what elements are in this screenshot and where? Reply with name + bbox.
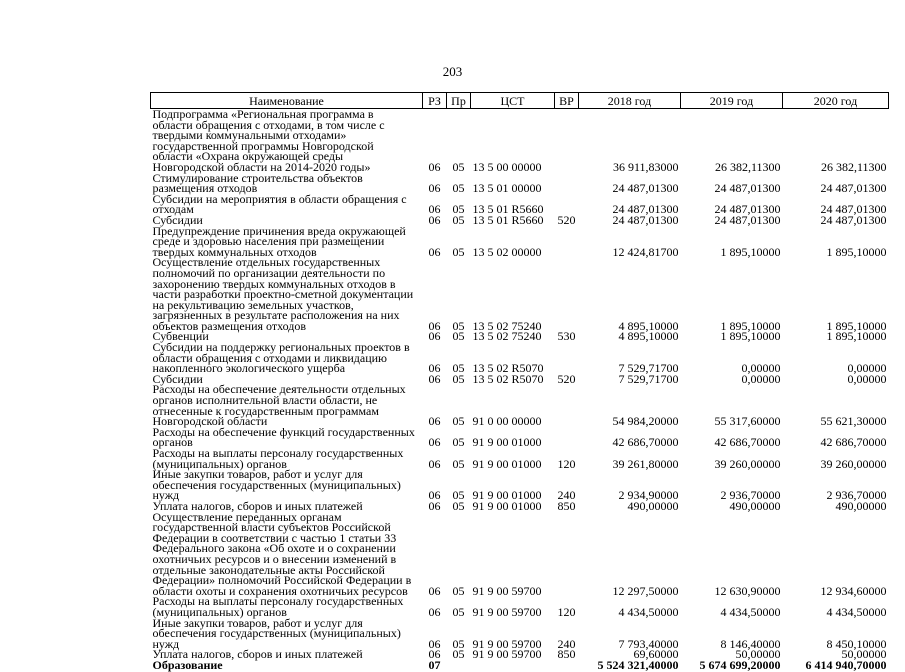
cell-2020: 2 936,70000 — [826, 488, 887, 503]
cell-vr: 120 — [557, 604, 576, 619]
cell-2019: 12 630,90000 — [714, 583, 781, 598]
cell-pr: 05 — [452, 361, 465, 376]
cell-name: Субвенции — [152, 329, 209, 344]
cell-name: Расходы на обеспечение функций государственных органов — [152, 424, 415, 450]
cell-2020: 8 450,10000 — [826, 636, 887, 651]
cell-cst: 13 5 02 75240 — [472, 329, 542, 344]
cell-rz: 06 — [428, 329, 441, 344]
cell-rz: 06 — [428, 604, 441, 619]
cell-pr: 05 — [452, 414, 465, 429]
cell-vr: 520 — [557, 371, 576, 386]
cell-pr: 05 — [452, 159, 465, 174]
cell-vr: 240 — [557, 636, 576, 651]
cell-2020: 1 895,10000 — [826, 244, 887, 259]
table-row — [151, 173, 889, 194]
table-row — [151, 427, 889, 448]
cell-pr: 05 — [452, 456, 465, 471]
cell-rz: 06 — [428, 456, 441, 471]
cell-vr: 850 — [557, 498, 576, 513]
cell-2020: 24 487,01300 — [820, 212, 887, 227]
cell-cst: 13 5 02 R5070 — [472, 371, 544, 386]
cell-2020: 24 487,01300 — [820, 181, 887, 196]
cell-2019: 1 895,10000 — [720, 244, 781, 259]
cell-2018: 2 934,90000 — [618, 488, 679, 503]
cell-pr: 05 — [452, 498, 465, 513]
cell-pr: 05 — [452, 318, 465, 333]
cell-pr: 05 — [452, 244, 465, 259]
table-row — [151, 469, 889, 501]
cell-2019: 2 936,70000 — [720, 488, 781, 503]
cell-vr — [555, 512, 579, 597]
cell-rz: 06 — [428, 181, 441, 196]
table-row — [151, 384, 889, 426]
cell-name: Субсидии на поддержку региональных проектов в области обращения с отходами и ликвидацию накопленного экологического ущерба — [152, 340, 410, 376]
cell-2020: 50,00000 — [841, 647, 887, 662]
cell-2018: 4 895,10000 — [618, 318, 679, 333]
cell-name: Осуществление отдельных государственных полномочий по организации деятельности по захоронению твердых коммунальных отходов в части разработки проектно-сметной документации на рекультивацию земельных участков, загрязненных в результате расположения на них объектов размещения отходов — [152, 255, 414, 333]
cell-pr: 05 — [452, 583, 465, 598]
cell-name: Субсидии — [152, 212, 203, 227]
cell-2020: 26 382,11300 — [820, 159, 887, 174]
cell-2018: 24 487,01300 — [612, 212, 679, 227]
cell-pr: 05 — [452, 604, 465, 619]
budget-table — [150, 92, 889, 670]
table-row — [151, 257, 889, 331]
cell-rz: 06 — [428, 361, 441, 376]
cell-cst: 13 5 02 00000 — [472, 244, 542, 259]
cell-2019: 4 434,50000 — [720, 604, 781, 619]
cell-pr: 05 — [452, 488, 465, 503]
cell-pr: 05 — [452, 435, 465, 450]
cell-vr — [555, 173, 579, 194]
table-row — [151, 512, 889, 597]
cell-2020: 4 434,50000 — [826, 604, 887, 619]
cell-cst: 91 9 00 59700 — [472, 636, 542, 651]
cell-cst: 91 9 00 59700 — [472, 647, 542, 662]
cell-vr: 120 — [557, 456, 576, 471]
cell-cst: 13 5 01 R5660 — [472, 202, 544, 217]
header-2019: 2019 год — [681, 93, 783, 109]
cell-2019: 50,00000 — [735, 647, 781, 662]
cell-rz: 07 — [428, 657, 441, 672]
cell-vr — [555, 226, 579, 258]
cell-name: Расходы на выплаты персоналу государственных (муниципальных) органов — [152, 446, 404, 471]
cell-rz: 06 — [428, 647, 441, 662]
cell-vr — [555, 342, 579, 374]
cell-2020: 0,00000 — [847, 361, 887, 376]
table-row — [151, 596, 889, 617]
cell-2019: 0,00000 — [741, 361, 781, 376]
cell-cst: 91 9 00 01000 — [472, 488, 542, 503]
cell-pr: 05 — [452, 181, 465, 196]
cell-pr: 05 — [452, 647, 465, 662]
cell-vr: 520 — [557, 212, 576, 227]
cell-2019: 1 895,10000 — [720, 329, 781, 344]
cell-name: Иные закупки товаров, работ и услуг для обеспечения государственных (муниципальных) нужд — [152, 615, 401, 651]
header-2018: 2018 год — [579, 93, 681, 109]
cell-cst: 13 5 02 75240 — [472, 318, 542, 333]
cell-vr: 850 — [557, 647, 576, 662]
cell-cst: 91 0 00 00000 — [472, 414, 542, 429]
cell-2018: 490,00000 — [627, 498, 679, 513]
header-2020: 2020 год — [783, 93, 889, 109]
cell-2018: 4 434,50000 — [618, 604, 679, 619]
cell-vr — [555, 257, 579, 331]
header-pr: Пр — [447, 93, 471, 109]
header-vr: ВР — [555, 93, 579, 109]
cell-vr: 530 — [557, 329, 576, 344]
cell-vr — [555, 384, 579, 426]
cell-pr: 05 — [452, 202, 465, 217]
cell-2019: 55 317,60000 — [714, 414, 781, 429]
cell-name: Образование — [152, 657, 223, 672]
cell-rz: 06 — [428, 318, 441, 333]
cell-2020: 39 260,00000 — [820, 456, 887, 471]
cell-2018: 24 487,01300 — [612, 181, 679, 196]
cell-cst: 91 9 00 59700 — [472, 604, 542, 619]
table-row — [151, 109, 889, 173]
cell-rz: 06 — [428, 414, 441, 429]
cell-2018: 39 261,80000 — [612, 456, 679, 471]
cell-2018: 54 984,20000 — [612, 414, 679, 429]
cell-name: Предупреждение причинения вреда окружающей среде и здоровью населения при размещении твердых коммунальных отходов — [152, 223, 406, 259]
cell-rz: 06 — [428, 583, 441, 598]
cell-name: Осуществление переданных органам государственной власти субъектов Российской Федерации в соответствии с частью 1 статьи 33 Федерального закона «Об охоте и о сохранении охотничьих ресурсов и о внесении изменений в отдельные законодательные акты Российской Федерации» полномочий Российской Федерации в области охоты и сохранения охотничьих ресурсов — [152, 509, 412, 598]
cell-2020: 1 895,10000 — [826, 318, 887, 333]
cell-vr — [555, 194, 579, 215]
cell-name: Уплата налогов, сборов и иных платежей — [152, 498, 363, 513]
cell-2018: 12 424,81700 — [612, 244, 679, 259]
cell-cst: 13 5 00 00000 — [472, 159, 542, 174]
cell-2018: 7 793,40000 — [618, 636, 679, 651]
table-body — [151, 109, 889, 671]
cell-2019: 5 674 699,20000 — [699, 657, 781, 672]
cell-2019: 1 895,10000 — [720, 318, 781, 333]
cell-cst: 91 9 00 59700 — [472, 583, 542, 598]
table-row — [151, 618, 889, 650]
cell-cst: 13 5 01 R5660 — [472, 212, 544, 227]
cell-cst: 91 9 00 01000 — [472, 456, 542, 471]
header-rz: РЗ — [423, 93, 447, 109]
header-cst: ЦСТ — [471, 93, 555, 109]
table-row — [151, 649, 889, 660]
cell-rz: 06 — [428, 498, 441, 513]
cell-2018: 36 911,83000 — [612, 159, 679, 174]
cell-2019: 24 487,01300 — [714, 202, 781, 217]
cell-2019: 24 487,01300 — [714, 212, 781, 227]
cell-name: Расходы на обеспечение деятельности отдельных органов исполнительной власти области, не отнесенные к государственным программам Новгородской области — [152, 382, 406, 429]
cell-name: Субсидии на мероприятия в области обращения с отходам — [152, 191, 407, 217]
cell-name: Стимулирование строительства объектов размещения отходов — [152, 170, 363, 196]
cell-name: Подпрограмма «Региональная программа в области обращения с отходами, в том числе с твердыми коммунальными отходами» государственной программы Новгородской области «Охрана окружающей среды Новгородской области на 2014-2020 годы» — [152, 107, 385, 174]
table-row — [151, 194, 889, 215]
cell-cst — [471, 660, 555, 671]
cell-2020: 0,00000 — [847, 371, 887, 386]
header-name: Наименование — [151, 93, 423, 109]
cell-name: Иные закупки товаров, работ и услуг для обеспечения государственных (муниципальных) нужд — [152, 467, 401, 503]
cell-2018: 42 686,70000 — [612, 435, 679, 450]
cell-pr: 05 — [452, 636, 465, 651]
cell-pr: 05 — [452, 212, 465, 227]
table-row — [151, 226, 889, 258]
cell-rz: 06 — [428, 435, 441, 450]
cell-vr: 240 — [557, 488, 576, 503]
cell-rz: 06 — [428, 244, 441, 259]
cell-2019: 490,00000 — [729, 498, 781, 513]
cell-2019: 26 382,11300 — [714, 159, 781, 174]
cell-name: Субсидии — [152, 371, 203, 386]
cell-2020: 42 686,70000 — [820, 435, 887, 450]
cell-rz: 06 — [428, 159, 441, 174]
cell-rz: 06 — [428, 371, 441, 386]
table-row — [151, 342, 889, 374]
cell-2018: 5 524 321,40000 — [597, 657, 679, 672]
cell-2018: 69,60000 — [633, 647, 679, 662]
cell-pr: 05 — [452, 329, 465, 344]
cell-2018: 4 895,10000 — [618, 329, 679, 344]
cell-2020: 12 934,60000 — [820, 583, 887, 598]
cell-2018: 12 297,50000 — [612, 583, 679, 598]
cell-rz: 06 — [428, 202, 441, 217]
cell-2020: 55 621,30000 — [820, 414, 887, 429]
cell-2020: 1 895,10000 — [826, 329, 887, 344]
cell-rz: 06 — [428, 212, 441, 227]
cell-2020: 490,00000 — [835, 498, 887, 513]
cell-2020: 6 414 940,70000 — [805, 657, 887, 672]
page-number: 203 — [442, 64, 463, 79]
cell-2018: 24 487,01300 — [612, 202, 679, 217]
cell-cst: 13 5 02 R5070 — [472, 361, 544, 376]
table-row — [151, 448, 889, 469]
cell-name: Уплата налогов, сборов и иных платежей — [152, 647, 363, 662]
cell-2018: 7 529,71700 — [618, 371, 679, 386]
cell-name: Расходы на выплаты персоналу государственных (муниципальных) органов — [152, 594, 404, 619]
cell-cst: 91 9 00 01000 — [472, 498, 542, 513]
cell-2019: 8 146,40000 — [720, 636, 781, 651]
cell-rz: 06 — [428, 488, 441, 503]
table-row — [151, 660, 889, 671]
cell-pr: 05 — [452, 371, 465, 386]
cell-vr — [555, 427, 579, 448]
cell-2019: 42 686,70000 — [714, 435, 781, 450]
cell-cst: 91 9 00 01000 — [472, 435, 542, 450]
cell-vr — [555, 660, 579, 671]
cell-2019: 0,00000 — [741, 371, 781, 386]
cell-cst: 13 5 01 00000 — [472, 181, 542, 196]
cell-2019: 39 260,00000 — [714, 456, 781, 471]
cell-2020: 24 487,01300 — [820, 202, 887, 217]
cell-rz: 06 — [428, 636, 441, 651]
cell-vr — [555, 109, 579, 173]
cell-2019: 24 487,01300 — [714, 181, 781, 196]
cell-2018: 7 529,71700 — [618, 361, 679, 376]
cell-pr — [447, 660, 471, 671]
